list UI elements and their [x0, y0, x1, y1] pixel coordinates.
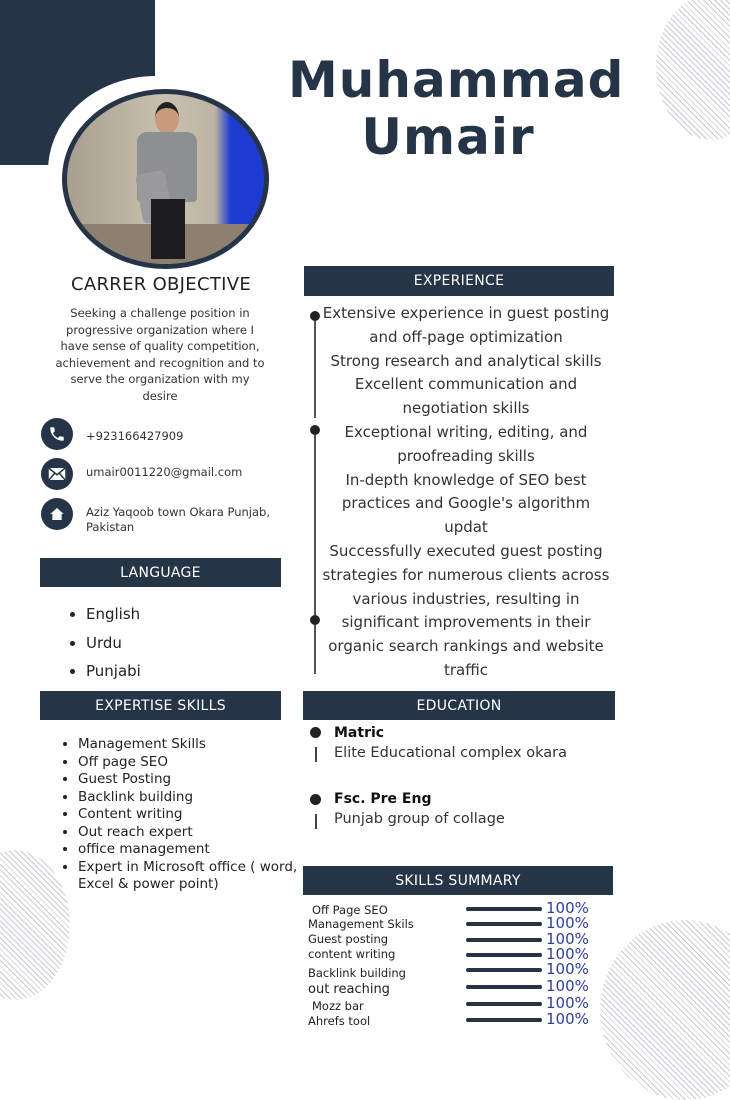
skill-bar	[466, 938, 542, 942]
experience-item: Successfully executed guest posting strategies for numerous clients across various industries, resulting in significant improvements in their organic search rankings and website traffic	[322, 541, 610, 679]
contact-email: umair0011220@gmail.com	[86, 465, 243, 479]
skill-label: Management Skils	[308, 917, 414, 931]
skill-percent: 100%	[546, 1010, 589, 1028]
list-item: • Management Skills	[78, 736, 308, 754]
skill-label: Ahrefs tool	[308, 1014, 371, 1028]
experience-item: In-depth knowledge of SEO best practices and Google's algorithm updat	[341, 470, 591, 537]
experience-item: Strong research and analytical skills	[330, 351, 602, 370]
skill-percent: 100%	[546, 945, 589, 963]
skill-percent: 100%	[546, 977, 589, 995]
skill-bar	[466, 985, 542, 989]
home-icon	[41, 498, 73, 530]
envelope-icon	[41, 458, 73, 490]
language-list	[60, 600, 141, 686]
hatched-circle-top-right	[656, 0, 730, 140]
contact-address: Aziz Yaqoob town Okara Punjab, Pakistan	[86, 505, 270, 534]
education-header: EDUCATION	[303, 691, 615, 720]
skill-percent: 100%	[546, 960, 589, 978]
contact-phone: +923166427909	[86, 429, 184, 443]
education-institute: Punjab group of collage	[334, 811, 505, 827]
profile-photo	[62, 89, 269, 269]
list-item: • Expert in Microsoft office ( word, Excel & power point)	[78, 859, 308, 894]
phone-icon	[41, 418, 73, 450]
skill-bar	[466, 922, 542, 926]
experience-item: Extensive experience in guest posting and off-page optimization	[322, 304, 610, 346]
list-item: • Out reach expert	[78, 824, 308, 842]
list-item: • Guest Posting	[78, 771, 308, 789]
education-degree: Matric	[334, 725, 385, 741]
skill-label: Off Page SEO	[312, 903, 388, 917]
objective-text: Seeking a challenge position in progressive organization where I have sense of quality competition, achievement and recognition and to serve the organization with my desire	[55, 306, 265, 403]
experience-item: Exceptional writing, editing, and proofreading skills	[344, 422, 588, 465]
language-header: LANGUAGE	[40, 558, 281, 587]
skill-bar	[466, 1002, 542, 1006]
list-item: • English	[86, 600, 141, 629]
person-name	[288, 51, 625, 166]
skill-label: Mozz bar	[312, 999, 364, 1013]
list-item: • Off page SEO	[78, 754, 308, 772]
skill-label: content writing	[308, 947, 396, 961]
name-last: Umair	[361, 108, 535, 166]
list-item: • Content writing	[78, 806, 308, 824]
expertise-list	[52, 736, 308, 894]
timeline-line	[314, 318, 316, 418]
education-dot	[310, 794, 321, 805]
timeline-line	[314, 432, 316, 617]
list-item: • Urdu	[86, 629, 141, 658]
skill-bar	[466, 968, 542, 972]
education-institute: Elite Educational complex okara	[334, 745, 567, 761]
timeline-line	[314, 622, 316, 674]
objective-title: CARRER OBJECTIVE	[70, 274, 252, 295]
experience-item: Excellent communication and negotiation skills	[354, 375, 578, 418]
education-bar	[315, 814, 317, 829]
skill-percent: 100%	[546, 899, 589, 917]
education-dot	[310, 727, 321, 738]
skill-percent: 100%	[546, 914, 589, 932]
skill-bar	[466, 953, 542, 957]
skill-percent: 100%	[546, 930, 589, 948]
list-item: • office management	[78, 841, 308, 859]
hatched-circle-bottom-right	[600, 920, 730, 1100]
skill-label: Backlink building	[308, 966, 406, 980]
education-bar	[315, 747, 317, 762]
skill-label: out reaching	[308, 982, 390, 997]
skill-percent: 100%	[546, 994, 589, 1012]
skills-summary-header: SKILLS SUMMARY	[303, 866, 613, 895]
name-first: Muhammad	[288, 51, 625, 109]
skill-label: Guest posting	[308, 932, 389, 946]
list-item: • Punjabi	[86, 657, 141, 686]
list-item: • Backlink building	[78, 789, 308, 807]
experience-list	[318, 302, 614, 683]
education-degree: Fsc. Pre Eng	[334, 791, 432, 807]
skill-bar	[466, 907, 542, 911]
experience-header: EXPERIENCE	[304, 266, 614, 296]
expertise-header: EXPERTISE SKILLS	[40, 691, 281, 720]
skill-bar	[466, 1018, 542, 1022]
